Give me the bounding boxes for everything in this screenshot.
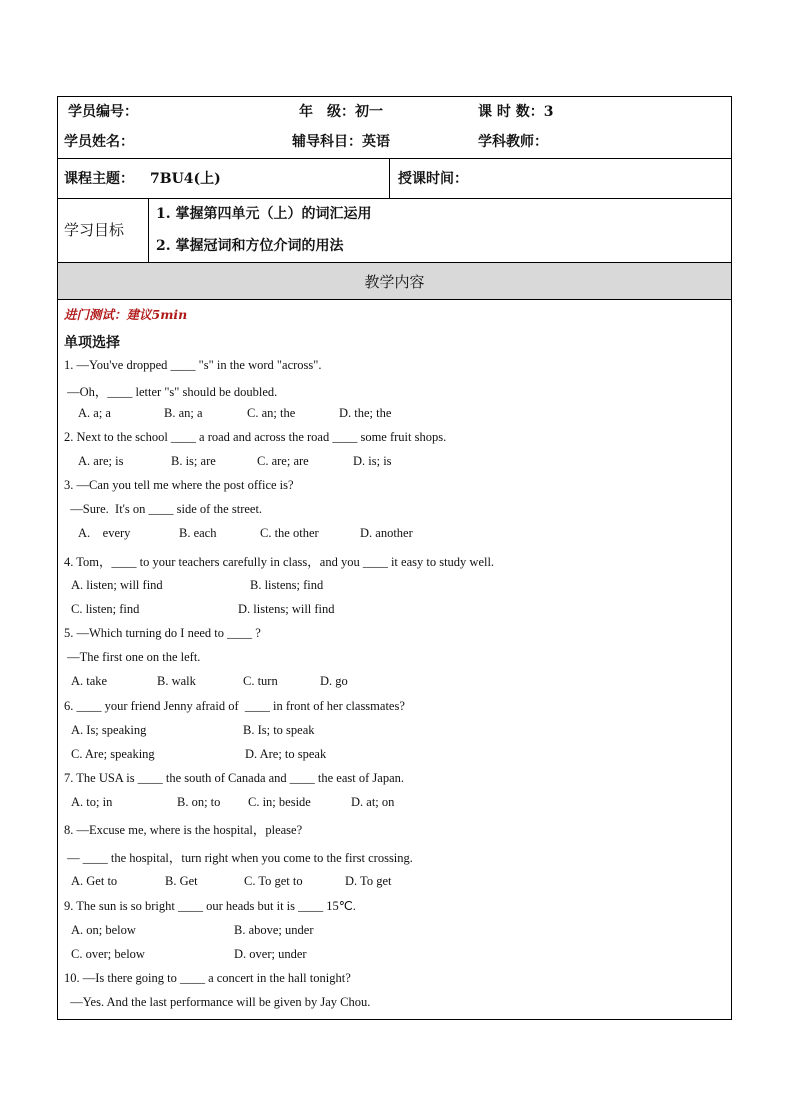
question-9-option-d: D. over; under: [234, 947, 307, 961]
question-7-option-a: A. to; in: [71, 795, 113, 809]
question-3-option-d: D. another: [360, 526, 413, 540]
course-row: [58, 159, 731, 199]
question-6-option-a: A. Is; speaking: [71, 723, 147, 737]
question-5-line-1: 5. —Which turning do I need to ____ ?: [64, 626, 261, 640]
question-5-option-a: A. take: [71, 674, 108, 688]
teaching-content: [58, 300, 731, 1019]
student-name-label: 学员姓名：: [64, 134, 134, 150]
course-theme-value: 7BU4(上): [150, 171, 221, 187]
question-2-option-d: D. is; is: [353, 454, 392, 468]
question-8-option-a: A. Get to: [71, 874, 118, 888]
goal-item-1: 1. 掌握第四单元（上）的词汇运用: [156, 206, 372, 222]
question-6-line-1: 6. ____ your friend Jenny afraid of ____ in front of her classmates?: [64, 699, 405, 713]
question-9-option-b: B. above; under: [234, 923, 314, 937]
question-2-option-a: A. are; is: [78, 454, 124, 468]
lesson-sheet: [57, 96, 732, 1020]
grade-label: 年 级：初一: [299, 104, 383, 120]
question-5-option-c: C. turn: [243, 674, 278, 688]
question-7-option-b: B. on; to: [177, 795, 221, 809]
entry-test-title: 进门测试：建议5min: [64, 307, 188, 322]
question-1-line-1: 1. —You've dropped ____ "s" in the word "across".: [64, 358, 322, 372]
question-1-option-b: B. an; a: [164, 406, 203, 420]
question-4-option-c: C. listen; find: [71, 602, 140, 616]
subject-label: 辅导科目：英语: [292, 134, 390, 150]
question-2-option-b: B. is; are: [171, 454, 216, 468]
question-4-option-a: A. listen; will find: [71, 578, 163, 592]
header-row: [58, 97, 731, 159]
question-3-option-a: A. every: [78, 526, 131, 540]
question-6-option-d: D. Are; to speak: [245, 747, 327, 761]
question-3-line-1: 3. —Can you tell me where the post office is?: [64, 478, 294, 492]
section-title: 单项选择: [64, 335, 120, 351]
question-10-line-1: 10. —Is there going to ____ a concert in the hall tonight?: [64, 971, 351, 985]
question-8-option-c: C. To get to: [244, 874, 303, 888]
question-9-option-c: C. over; below: [71, 947, 145, 961]
content-header-row: [58, 263, 731, 300]
question-6-option-c: C. Are; speaking: [71, 747, 155, 761]
goals-divider: [148, 199, 149, 262]
lessons-label: 课 时 数：3: [478, 104, 554, 120]
teacher-label: 学科教师：: [478, 134, 548, 150]
question-5-option-b: B. walk: [157, 674, 196, 688]
question-8-line-1: 8. —Excuse me, where is the hospital，please?: [64, 823, 303, 837]
student-id-label: 学员编号：: [68, 104, 138, 120]
question-7-line-1: 7. The USA is ____ the south of Canada and ____ the east of Japan.: [64, 771, 404, 785]
question-3-option-c: C. the other: [260, 526, 319, 540]
class-time-label: 授课时间：: [398, 171, 468, 187]
goals-row: [58, 199, 731, 263]
question-4-option-b: B. listens; find: [250, 578, 324, 592]
question-10-line-2: —Yes. And the last performance will be given by Jay Chou.: [64, 995, 371, 1009]
course-divider: [389, 159, 390, 198]
question-6-option-b: B. Is; to speak: [243, 723, 315, 737]
question-7-option-c: C. in; beside: [248, 795, 311, 809]
question-5-line-2: —The first one on the left.: [64, 650, 201, 664]
question-4-line-1: 4. Tom，____ to your teachers carefully in class，and you ____ it easy to study well.: [64, 555, 495, 569]
question-2-line-1: 2. Next to the school ____ a road and across the road ____ some fruit shops.: [64, 430, 447, 444]
question-9-line-1: 9. The sun is so bright ____ our heads but it is ____ 15℃.: [64, 899, 356, 913]
question-8-line-2: — ____ the hospital，turn right when you come to the first crossing.: [64, 851, 413, 865]
question-8-option-b: B. Get: [165, 874, 198, 888]
content-header: 教学内容: [364, 273, 425, 291]
question-7-option-d: D. at; on: [351, 795, 395, 809]
question-4-option-d: D. listens; will find: [238, 602, 335, 616]
question-5-option-d: D. go: [320, 674, 348, 688]
question-8-option-d: D. To get: [345, 874, 392, 888]
course-theme-label: 课程主题：: [64, 171, 134, 187]
question-1-option-a: A. a; a: [78, 406, 111, 420]
question-1-line-2: —Oh，____ letter "s" should be doubled.: [64, 385, 278, 399]
question-1-option-c: C. an; the: [247, 406, 296, 420]
goal-item-2: 2. 掌握冠词和方位介词的用法: [156, 238, 344, 254]
question-1-option-d: D. the; the: [339, 406, 392, 420]
question-3-line-2: —Sure. It's on ____ side of the street.: [64, 502, 263, 516]
question-9-option-a: A. on; below: [71, 923, 136, 937]
question-2-option-c: C. are; are: [257, 454, 309, 468]
goals-label: 学习目标: [64, 221, 125, 239]
question-3-option-b: B. each: [179, 526, 217, 540]
